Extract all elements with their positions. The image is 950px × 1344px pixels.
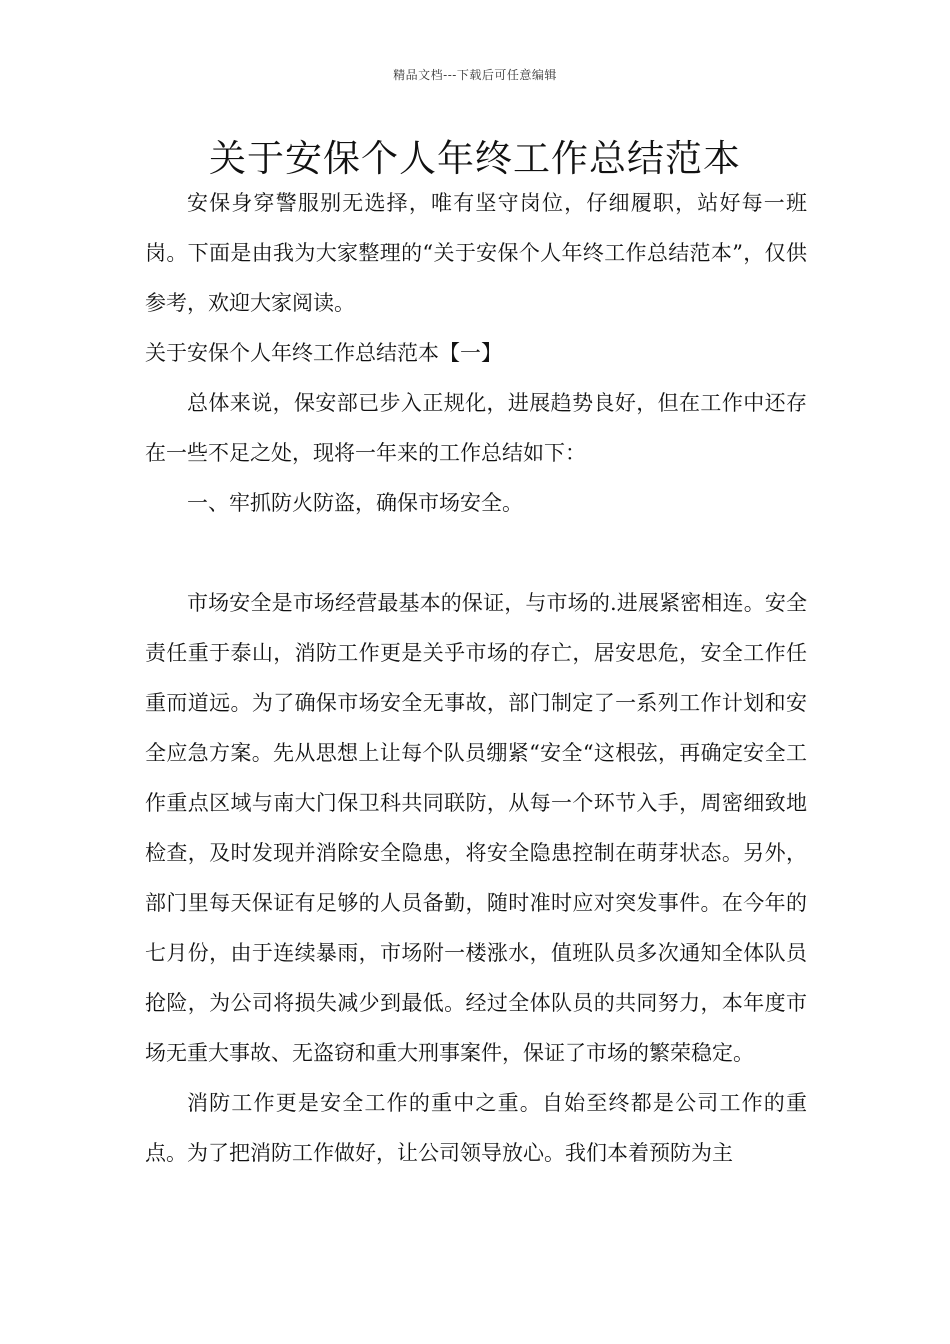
body-paragraph: 消防工作更是安全工作的重中之重。自始至终都是公司工作的重点。为了把消防工作做好，让公司领导放心。我们本着预防为主 <box>145 1091 807 1165</box>
section-heading: 关于安保个人年终工作总结范本【一】 <box>145 341 502 365</box>
subsection-heading: 一、牢抓防火防盗，确保市场安全。 <box>187 491 523 515</box>
intro-paragraph: 安保身穿警服别无选择，唯有坚守岗位，仔细履职，站好每一班岗。下面是由我为大家整理的“关于安保个人年终工作总结范本”，仅供参考，欢迎大家阅读。 <box>145 191 807 315</box>
overview-paragraph: 总体来说，保安部已步入正规化，进展趋势良好，但在工作中还存在一些不足之处，现将一年来的工作总结如下： <box>145 391 807 465</box>
body-paragraph: 市场安全是市场经营最基本的保证，与市场的.进展紧密相连。安全责任重于泰山，消防工作更是关乎市场的存亡，居安思危，安全工作任重而道远。为了确保市场安全无事故，部门制定了一系列工作计划和安全应急方案。先从思想上让每个队员绷紧“安全“这根弦，再确定安全工作重点区域与南大门保卫科共同联防，从每一个环节入手，周密细致地检查，及时发现并消除安全隐患，将安全隐患控制在萌芽状态。另外，部门里每天保证有足够的人员备勤，随时准时应对突发事件。在今年的七月份，由于连续暴雨，市场附一楼涨水，值班队员多次通知全体队员抢险，为公司将损失减少到最低。经过全体队员的共同努力，本年度市场无重大事故、无盗窃和重大刑事案件，保证了市场的繁荣稳定。 <box>145 591 807 1065</box>
document-title: 关于安保个人年终工作总结范本 <box>209 137 741 180</box>
document-body <box>145 178 807 1178</box>
header-note: 精品文档---下载后可任意编辑 <box>393 68 557 82</box>
blank-line <box>145 528 807 578</box>
